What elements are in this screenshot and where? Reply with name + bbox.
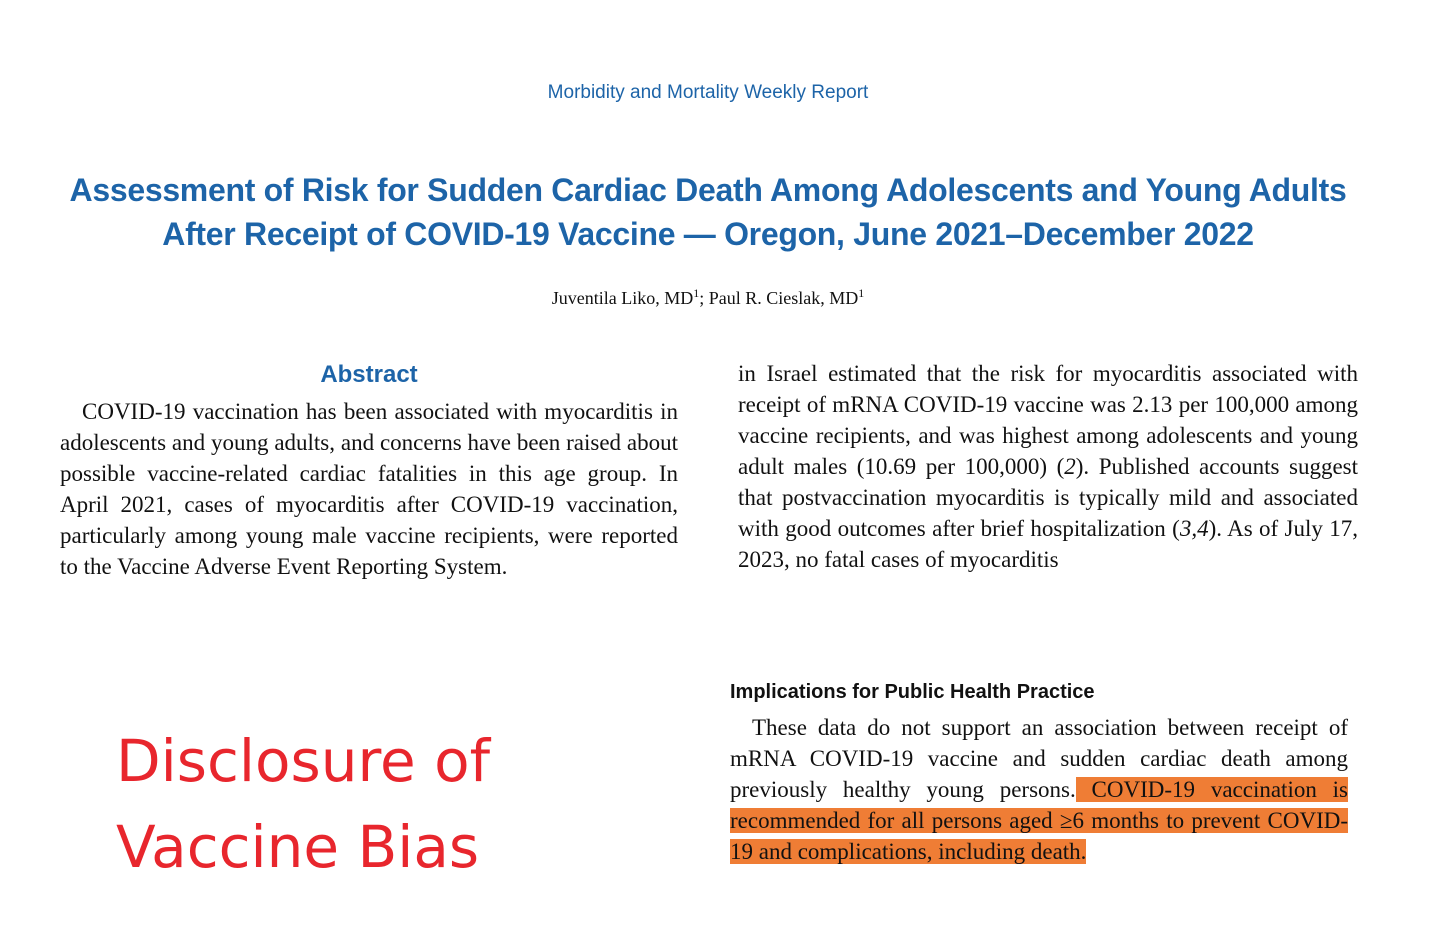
- implications-paragraph: [730, 712, 1348, 867]
- body-continuation: [738, 358, 1358, 586]
- journal-name: Morbidity and Mortality Weekly Report: [547, 82, 869, 103]
- author-name: Juventila Liko, MD: [551, 288, 694, 308]
- affiliation-marker: 1: [858, 286, 865, 300]
- author-name: Paul R. Cieslak, MD: [708, 288, 859, 308]
- author-separator: ;: [699, 288, 709, 308]
- annotation-line: Disclosure of: [116, 727, 491, 795]
- body-text: ). Published accounts suggest that postvaccination myocarditis is typically mild and associated with good outcomes after brief hospitalization (: [738, 454, 1358, 541]
- annotation-overlay: [116, 718, 636, 890]
- implications-heading: Implications for Public Health Practice: [730, 681, 1095, 703]
- body-paragraph: [738, 358, 1358, 575]
- annotation-line: Vaccine Bias: [116, 813, 480, 881]
- author-list: [0, 286, 1416, 309]
- implications-text: These data do not support an association between receipt of mRNA COVID-19 vaccine and sudden cardiac death among previously healthy young persons.: [730, 715, 1348, 802]
- abstract-paragraph: COVID-19 vaccination has been associated with myocarditis in adolescents and young adults, and concerns have been raised about possible vaccine-related cardiac fatalities in this age group. In April 2021, cases of myocarditis after COVID-19 vaccination, particularly among young male vaccine recipients, were reported to the Vaccine Adverse Event Reporting System.: [60, 399, 678, 579]
- body-text: in Israel estimated that the risk for myocarditis associated with receipt of mRNA COVID-19 vaccine was 2.13 per 100,000 among vaccine recipients, and was highest among adolescents and young adult males (10.69 per 100,000) (: [738, 361, 1358, 479]
- abstract-heading: Abstract: [320, 361, 418, 388]
- highlighted-text: COVID-19 vaccination is recommended for all persons aged ≥6 months to prevent COVID-19 and complications, including death.: [730, 777, 1348, 864]
- implications-box: [730, 678, 1348, 867]
- abstract-section: [60, 358, 678, 582]
- affiliation-marker: 1: [693, 286, 700, 300]
- article-title: Assessment of Risk for Sudden Cardiac Death Among Adolescents and Young Adults After Receipt of COVID-19 Vaccine — Oregon, June 2021–December 2022: [69, 172, 1347, 252]
- citation-reference: 2: [1064, 454, 1076, 479]
- citation-reference: 3,4: [1179, 516, 1209, 541]
- body-text: ). As of July 17, 2023, no fatal cases of myocarditis: [738, 516, 1358, 572]
